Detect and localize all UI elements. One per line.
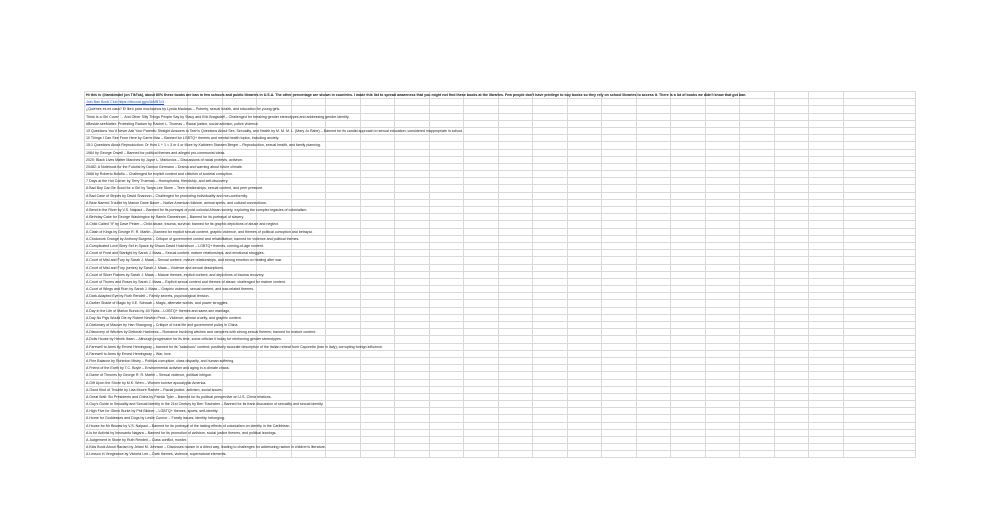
table-row[interactable] [84,429,916,436]
table-row[interactable] [84,199,916,206]
table-row[interactable] [84,321,916,328]
table-row[interactable] [84,170,916,177]
book-cell[interactable]: A Child Called "It" by Dave Pelzer – Child abuse, trauma, survival; banned for its graphic depictions of abuse and neglect. [86,222,279,227]
link-row[interactable] [84,98,916,105]
book-cell[interactable]: 10 Things I Can See From Here by Carrie Mac – Banned for LGBTQ+ themes and mental health topics, including anxiety. [86,136,280,141]
book-cell[interactable]: A Complicated Love Story Set in Space by Shaun David Hutchinson – LGBTQ+ themes, coming-of-age content. [86,243,264,248]
book-cell[interactable]: A House for Mr Biswas by V.S. Naipaul – Banned for its portrayal of the lasting effects of colonialism on identity in the Caribbean. [86,423,291,428]
book-cell[interactable]: A Kids Book About Racism by Jelani M. Johnson – Discusses racism in a direct way, leading to challenges for addressing racism in children's literature. [86,445,326,450]
book-cell[interactable]: 20482: A Notebook for the Futurist by Damon Germano – Drama and warning about future climate. [86,164,243,169]
table-row[interactable] [84,299,916,306]
table-row[interactable] [84,357,916,364]
book-cell[interactable]: A Bad Boy Can Be Good for a Girl by Tanya Lee Stone – Teen relationships, sexual content, and peer pressure. [86,186,264,191]
book-cell[interactable]: A Lesson in Vengeance by Victoria Lee – Dark themes, violence, supernatural elements. [86,452,227,457]
table-row[interactable] [84,386,916,393]
book-cell[interactable]: A Is for Activist by Innosanto Nagara – Banned for its promotion of activism, social justice themes, and political leanings. [86,430,277,435]
table-row[interactable] [84,184,916,191]
book-cell[interactable]: 1984 by George Orwell – Banned for political themes and alleged pro-communist ideas. [86,150,226,155]
book-cell[interactable]: 7 Days at the Hot Corner by Terry Trueman – Homophobia, friendship, and self-discovery. [86,179,229,184]
table-row[interactable] [84,249,916,256]
book-cell[interactable]: 15:1 Questions About Reproduction: Or How 1 + 1 = 3 or 4 or More by Kathleen Stassen Berger – Reproduction, sexual health, and family planning. [86,143,321,148]
book-cell[interactable]: A Court of Wings and Ruin by Sarah J. Maas – Graphic violence, sexual content, and war-related themes. [86,287,254,292]
book-cell[interactable]: A Bad Case of Stripes by David Shannon – Challenged for promoting individuality and non-conformity. [86,193,248,198]
book-cell[interactable]: A Bend in the River by V.S. Naipaul – Banned for its portrayal of post-colonial African society, exploring the complex legacies of colonialism. [86,208,308,212]
table-row[interactable] [84,371,916,378]
book-cell[interactable]: A Day in the Life of Marlon Bundo by Jill Twiss – LGBTQ+ themes and same-sex marriage. [86,308,231,313]
book-cell[interactable]: A Guy's Guide to Sexuality and Sexual Identity in the 21st Century by Ben Trachsten – Banned for its frank discussion of sexuality and sexual identity. [86,402,324,407]
table-row[interactable] [84,343,916,350]
book-cell[interactable]: A Game of Thrones by George R. R. Martin – Sexual violence, political intrigue. [86,373,212,378]
table-row[interactable] [84,400,916,407]
book-cell[interactable]: A High Five for Glenn Burke by Phil Bildner – LGBTQ+ themes, sports, self-identity. [86,409,219,414]
table-row[interactable] [84,278,916,285]
table-row[interactable] [84,450,916,457]
table-row[interactable] [84,235,916,242]
table-row[interactable] [84,206,916,213]
table-row[interactable] [84,414,916,421]
table-row[interactable] [84,393,916,400]
book-cell[interactable]: A Clash of Kings by George R. R. Martin – Banned for explicit sexual content, graphic violence, and themes of political corruption and betrayal. [86,229,313,234]
book-cell[interactable]: A Dolls House by Henrik Ibsen – Although progressive for its time, some criticize it today for reinforcing gender stereotypes. [86,337,282,342]
table-row[interactable] [84,285,916,292]
table-row[interactable] [84,213,916,220]
table-row[interactable] [84,292,916,299]
book-cell[interactable]: A Farewell to Arms by Ernest Hemingway – banned for its "salacious" content; positively accurate description of the Italian retreat from Caporetto (ban in Italy); corrupting foreign influence. [86,344,383,349]
book-cell[interactable]: A Clockwork Orange by Anthony Burgess – Critique of government control and rehabilitation; banned for violence and political themes. [86,236,300,241]
book-cell[interactable]: 10 Questions You'd Never Ask Your Parents: Straight Answers to Teen's Questions About Sex, Sexuality, and Health by M. M. M. L. (Mary Jo Rabe) – Banned for its candid approach to sexual education; considered inappropriate in school. [86,128,464,133]
table-row[interactable] [84,228,916,235]
book-cell[interactable]: A Home for Goddesses and Dogs by Leslie Connor – Family issues, identity, belonging. [86,416,225,421]
book-cell[interactable]: A Court of Silver Flames by Sarah J. Maas – Mature themes, explicit content, and depictions of trauma recovery. [86,272,265,277]
table-row[interactable] [84,422,916,429]
table-row[interactable] [84,192,916,199]
table-row[interactable] [84,127,916,134]
book-cell[interactable]: A Gift Upon the Shore by M.K. Wren – Women survive apocalyptic America. [86,380,207,385]
spreadsheet-grid [84,91,916,458]
book-cell[interactable]: ¿Quiénes es mi casa? El libro para muchachos by Lynda Madaras – Puberty, sexual health, and education for young girls. [86,107,281,112]
book-cell[interactable]: A Farewell to Arms by Ernest Hemingway – War, love. [86,351,172,356]
table-row[interactable] [84,177,916,184]
book-cell[interactable]: 2020: Black Lives Matter Marches by Joyce L. Markovics – Discussions of racial protests, activism. [86,157,243,162]
book-cell[interactable]: A Friend of the Earth by T.C. Boyle – Environmental activism and aging in a climate chaos. [86,366,230,371]
book-cell[interactable]: A Judgement in Stone by Ruth Rendell – Class conflict, murder. [86,438,188,442]
book-cell[interactable]: A Discovery of Witches by Deborah Harkness – Romance involving witches and vampires with strong sexual themes; banned for mature content. [86,330,317,335]
book-cell[interactable]: A Court of Frost and Starlight by Sarah J. Maas – Sexual content, mature relationships, and emotional struggles. [86,251,265,256]
book-cell[interactable]: A Court of Thorns and Roses by Sarah J. Maas – Explicit sexual content and themes of abuse; challenged for mature content. [86,279,286,284]
table-row[interactable] [84,242,916,249]
book-rows [84,105,916,457]
table-row[interactable] [84,443,916,450]
book-cell[interactable]: A Dictionary of Mauser by Han Shaogong – Critique of rural life and government policy in China. [86,323,239,327]
book-cell[interactable]: A Court of Mist and Fury by Sarah J. Maas – Sexual content, mature relationships, and strong emotion on healing after war. [86,258,282,263]
book-cell[interactable]: A Day No Pigs Would Die by Robert Newton Peck – Violence, animal cruelty, and graphic content. [86,315,242,320]
table-row[interactable] [84,220,916,227]
book-cell[interactable]: A Darker Shade of Magic by V.E. Schwab – Magic, alternate worlds, and power struggles. [86,301,229,306]
book-cell[interactable]: A Dark-Adapted Eye by Ruth Rendell – Family secrets, psychological tension. [86,294,210,299]
book-cell[interactable]: #Beside.seeMatter: Protesting Racism by Rachel L. Thomas – Racial justice, social activism, police violence. [86,121,259,126]
table-row[interactable] [84,350,916,357]
table-row[interactable] [84,264,916,271]
table-row[interactable] [84,407,916,414]
header-cell[interactable]: Hi this is @iamkimdel (on TikTok), about 80% these books are ban in few schools and public libraries in U.S.A. The other percentage are shown in countries. I made this list to spread awareness that you might not find these books at the libraries. Few people don't have privilege to buy books so they rely on school libraries to access it. There is a lot of books we didn't know that got ban. [86,93,747,97]
book-cell[interactable]: A Good Kind of Trouble by Lisa Moore Ramée – Racial justice, activism, social issues. [86,387,223,392]
book-cell[interactable]: Think Is a Girl Cover '... And Other Silly Things People Say by Stacy and Erik Bragsdaff – Challenged for breaking gender stereotypes and addressing gender identity. [86,114,350,119]
club-link[interactable]: Join Ban Book Club https://discord.gg/u3bMB7c3 [86,100,165,105]
table-row[interactable] [84,335,916,342]
table-row[interactable] [84,307,916,314]
book-cell[interactable]: A Great Wall: Six Presidents and China by Patrick Tyler – Banned for its political perspective on U.S.-China relations. [86,394,272,399]
book-cell[interactable]: A Birthday Cake for George Washington by Ramin Ganeshram – Banned for its portrayal of slavery. [86,215,244,220]
book-cell[interactable]: A Fine Balance by Rohinton Mistry – Political corruption, class disparity, and human suffering. [86,358,235,363]
table-row[interactable] [84,271,916,278]
table-row[interactable] [84,156,916,163]
table-row[interactable] [84,120,916,127]
table-row[interactable] [84,149,916,156]
table-row[interactable] [84,256,916,263]
table-row[interactable] [84,314,916,321]
table-row[interactable] [84,163,916,170]
book-cell[interactable]: 2666 by Roberto Bolaño – Challenged for explicit content and criticism of societal corruption. [86,172,234,177]
table-row[interactable] [84,364,916,371]
table-row[interactable] [84,328,916,335]
table-row[interactable] [84,105,916,112]
table-row[interactable] [84,379,916,386]
table-row[interactable] [84,113,916,120]
header-row[interactable] [84,91,916,98]
book-cell[interactable]: A Court of Mist and Fury (series) by Sarah J. Maas – Violence and sexual descriptions. [86,265,224,270]
table-row[interactable] [84,134,916,141]
table-row[interactable] [84,436,916,443]
book-cell[interactable]: A Bear Named Trouble by Marion Dane Bauer – Native American folklore, animal spirits, and cultural connections. [86,200,267,205]
table-row[interactable] [84,141,916,148]
